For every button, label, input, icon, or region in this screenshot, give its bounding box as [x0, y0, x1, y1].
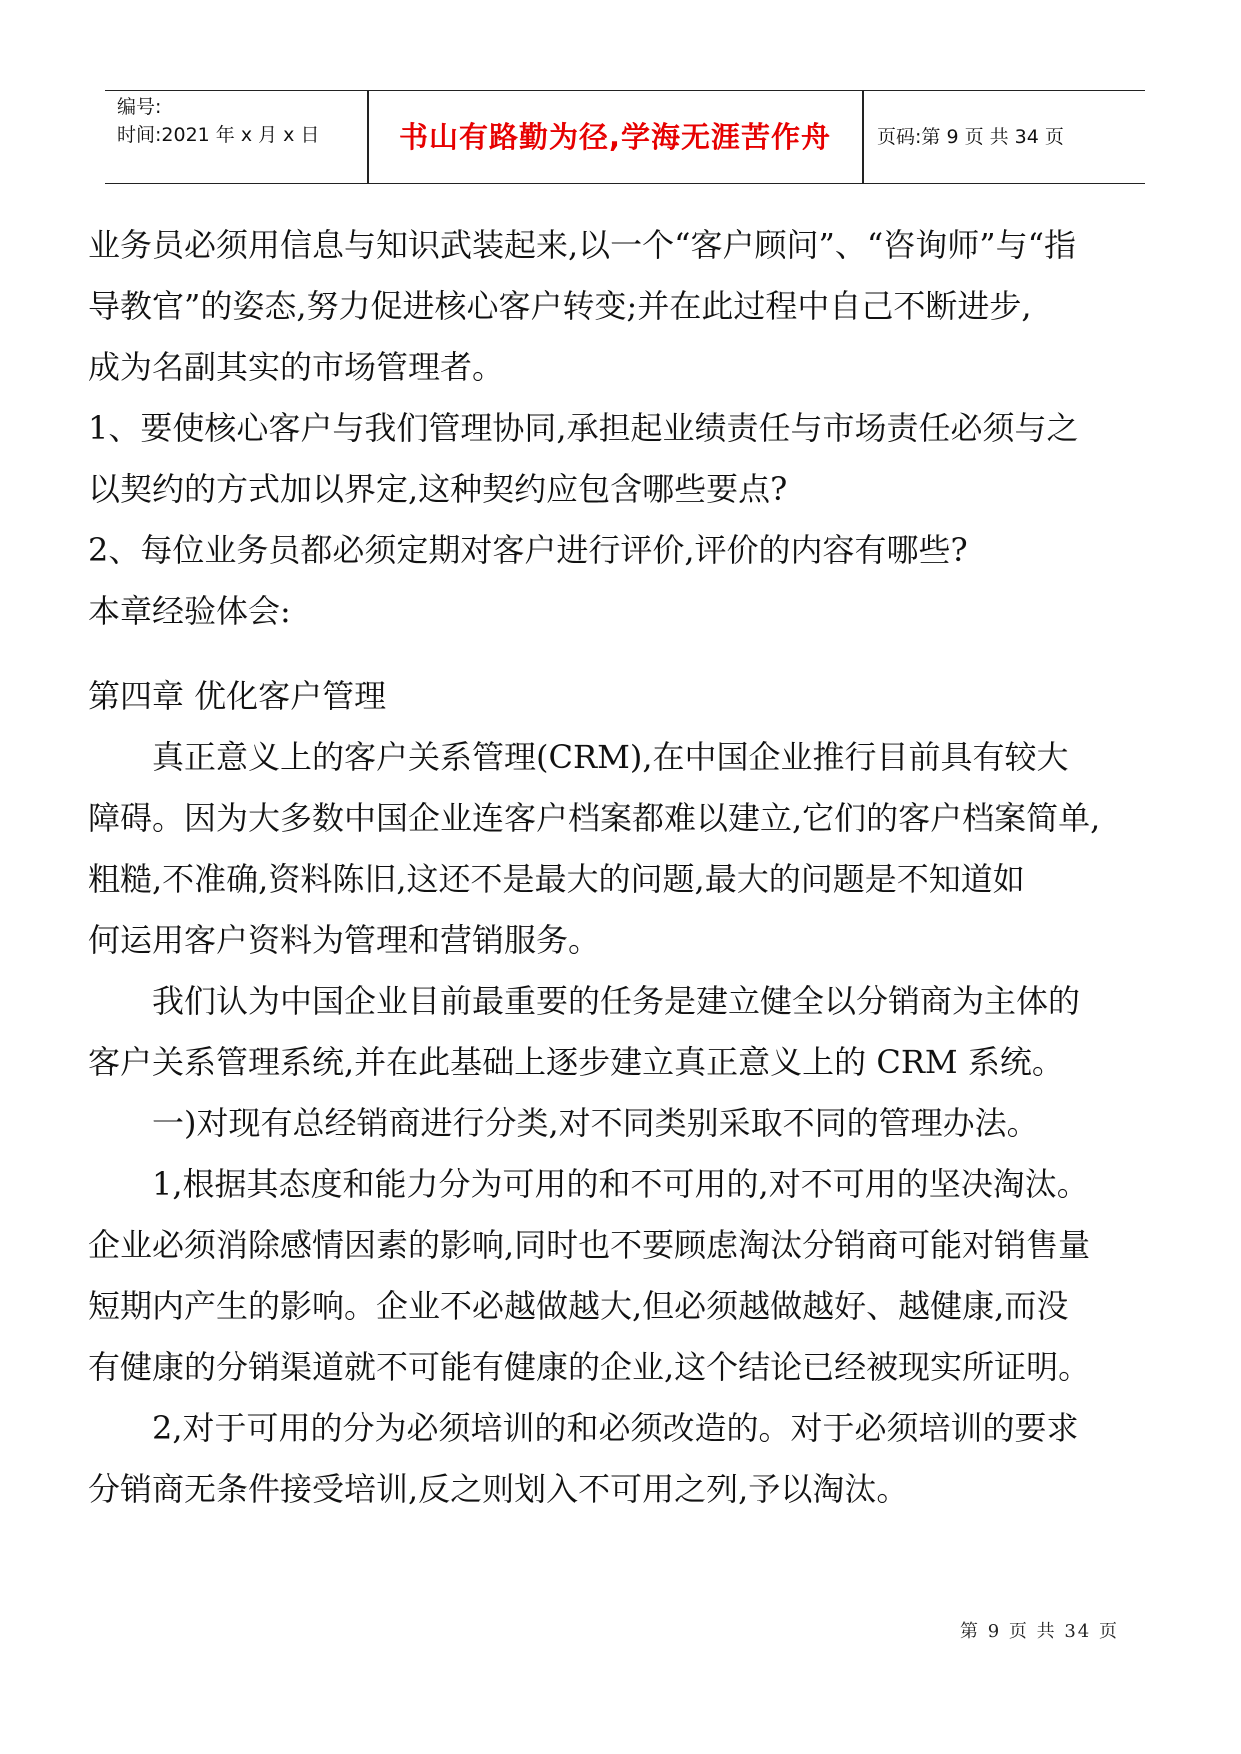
- chapter-heading: 第四章 优化客户管理: [88, 677, 387, 715]
- experience-heading: 本章经验体会:: [88, 592, 291, 630]
- body-line: 1,根据其态度和能力分为可用的和不可用的,对不可用的坚决淘汰。: [152, 1165, 1089, 1203]
- header-page-code: 页码:第 9 页 共 34 页: [877, 126, 1064, 148]
- body-line: 企业必须消除感情因素的影响,同时也不要顾虑淘汰分销商可能对销售量: [88, 1226, 1091, 1264]
- document-body: [88, 215, 1158, 1520]
- header-divider: [367, 91, 369, 183]
- paragraph-gap: [88, 642, 1158, 666]
- body-line: 业务员必须用信息与知识武装起来,以一个“客户顾问”、“咨询师”与“指: [88, 226, 1076, 264]
- body-line: 真正意义上的客户关系管理(CRM),在中国企业推行目前具有较大: [152, 738, 1069, 776]
- question-1-line: 以契约的方式加以界定,这种契约应包含哪些要点?: [88, 470, 788, 508]
- header-divider: [862, 91, 864, 183]
- body-line: 导教官”的姿态,努力促进核心客户转变;并在此过程中自己不断进步,: [88, 287, 1032, 325]
- header-time-label: 时间:2021 年 x 月 x 日: [117, 124, 320, 146]
- body-line: 分销商无条件接受培训,反之则划入不可用之列,予以淘汰。: [88, 1470, 909, 1508]
- body-line: 有健康的分销渠道就不可能有健康的企业,这个结论已经被现实所证明。: [88, 1348, 1091, 1386]
- section-heading: 一)对现有总经销商进行分类,对不同类别采取不同的管理办法。: [152, 1104, 1039, 1142]
- body-line: 2,对于可用的分为必须培训的和必须改造的。对于必须培训的要求: [152, 1409, 1079, 1447]
- header-motto: 书山有路勤为径,学海无涯苦作舟: [398, 120, 832, 154]
- header-meta: [117, 93, 367, 149]
- question-1-line: 1、要使核心客户与我们管理协同,承担起业绩责任与市场责任必须与之: [88, 409, 1079, 447]
- body-line: 障碍。因为大多数中国企业连客户档案都难以建立,它们的客户档案简单,: [88, 799, 1101, 837]
- page-footer: 第 9 页 共 34 页: [960, 1621, 1119, 1642]
- body-line: 何运用客户资料为管理和营销服务。: [88, 921, 601, 959]
- header-number-label: 编号:: [117, 96, 162, 118]
- body-line: 客户关系管理系统,并在此基础上逐步建立真正意义上的 CRM 系统。: [88, 1043, 1064, 1081]
- body-line: 粗糙,不准确,资料陈旧,这还不是最大的问题,最大的问题是不知道如: [88, 860, 1025, 898]
- body-line: 短期内产生的影响。企业不必越做越大,但必须越做越好、越健康,而没: [88, 1287, 1069, 1325]
- question-2-line: 2、每位业务员都必须定期对客户进行评价,评价的内容有哪些?: [88, 531, 968, 569]
- page-header: [105, 90, 1145, 184]
- body-line: 我们认为中国企业目前最重要的任务是建立健全以分销商为主体的: [152, 982, 1081, 1020]
- body-line: 成为名副其实的市场管理者。: [88, 348, 505, 386]
